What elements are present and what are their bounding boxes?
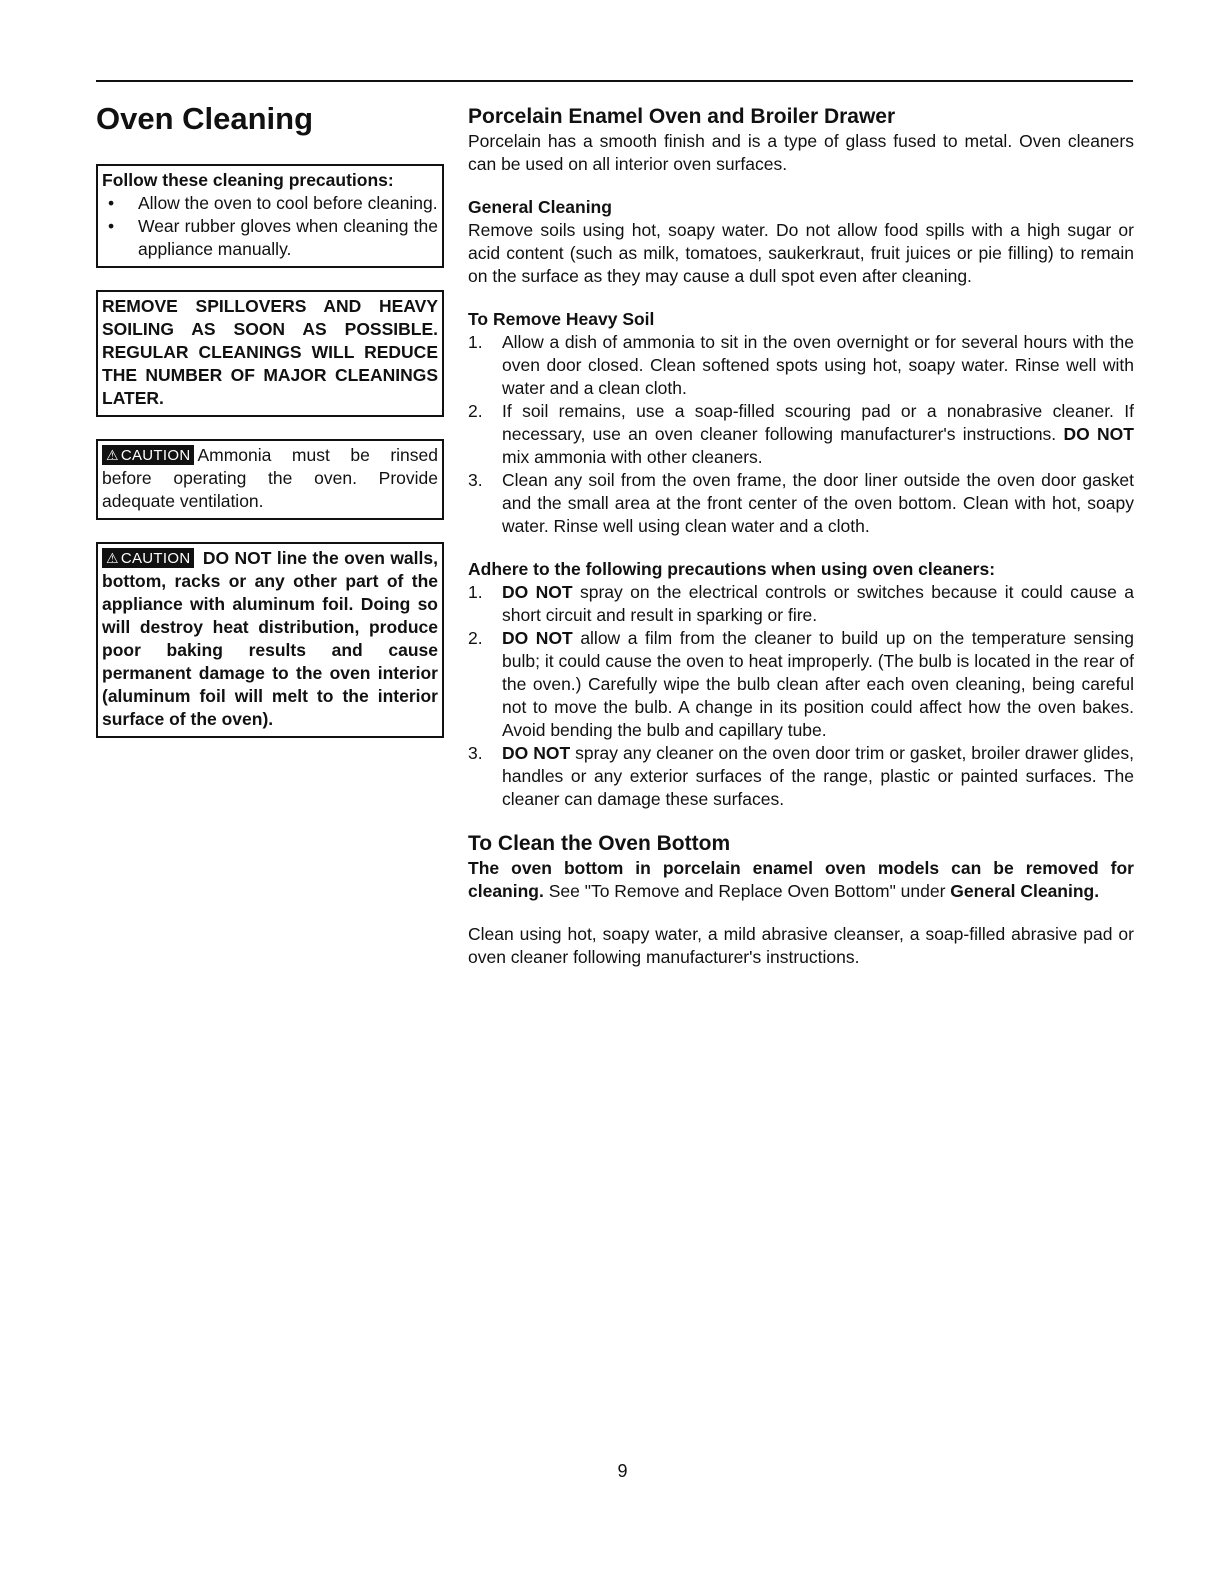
caution-box-foil	[96, 542, 444, 738]
list-item: • Allow the oven to cool before cleaning.	[102, 192, 438, 215]
spillovers-notice: REMOVE SPILLOVERS AND HEAVY SOILING AS SOON AS POSSIBLE. REGULAR CLEANINGS WILL REDUCE THE NUMBER OF MAJOR CLEANINGS LATER.	[102, 296, 438, 408]
list-item: • Wear rubber gloves when cleaning the appliance manually.	[102, 215, 438, 261]
caution-badge	[102, 445, 194, 465]
oven-cleaners-list	[468, 581, 1134, 811]
precautions-heading: Follow these cleaning precautions:	[102, 170, 394, 190]
page-title: Oven Cleaning	[96, 101, 314, 136]
left-column	[96, 100, 444, 760]
warning-triangle-icon: ⚠	[106, 550, 119, 566]
oven-bottom-heading: To Clean the Oven Bottom	[468, 832, 731, 855]
heavy-soil-list	[468, 331, 1134, 538]
caution-label: CAUTION	[120, 447, 191, 464]
caution-badge	[102, 548, 194, 568]
caution-label: CAUTION	[120, 550, 191, 567]
porcelain-heading: Porcelain Enamel Oven and Broiler Drawer	[468, 105, 896, 128]
spillovers-notice-box	[96, 290, 444, 417]
list-item: 3. DO NOT spray any cleaner on the oven door trim or gasket, broiler drawer glides, handles or any exterior surfaces of the range, plastic or painted surfaces. The cleaner can damage these surfaces.	[468, 743, 1134, 809]
caution-box-ammonia	[96, 439, 444, 520]
list-item: 3. Clean any soil from the oven frame, the door liner outside the oven door gasket and the small area at the front center of the oven bottom. Clean with hot, soapy water. Rinse well using clean water and a cloth.	[468, 470, 1134, 536]
general-cleaning-text: Remove soils using hot, soapy water. Do not allow food spills with a high sugar or acid content (such as milk, tomatoes, saukerkraut, fruit juices or pie filling) to remain on the surface as they may cause a dull spot even after cleaning.	[468, 220, 1134, 286]
porcelain-intro: Porcelain has a smooth finish and is a type of glass fused to metal. Oven cleaners can be used on all interior oven surfaces.	[468, 131, 1134, 174]
caution-text-ammonia: Ammonia must be rinsed before operating the oven. Provide adequate ventilation.	[102, 445, 438, 511]
heavy-soil-heading: To Remove Heavy Soil	[468, 309, 655, 329]
oven-bottom-text: Clean using hot, soapy water, a mild abrasive cleanser, a soap-filled abrasive pad or oven cleaner following manufacturer's instructions.	[468, 924, 1134, 967]
oven-bottom-intro: The oven bottom in porcelain enamel oven models can be removed for cleaning. See "To Remove and Replace Oven Bottom" under General Cleaning.	[468, 858, 1134, 901]
list-item: 1. DO NOT spray on the electrical controls or switches because it could cause a short circuit and result in sparking or fire.	[468, 582, 1134, 625]
list-item: 2. If soil remains, use a soap-filled scouring pad or a nonabrasive cleaner. If necessary, use an oven cleaner following manufacturer's instructions. DO NOT mix ammonia with other cleaners.	[468, 401, 1134, 467]
list-item: 1. Allow a dish of ammonia to sit in the oven overnight or for several hours with the oven door closed. Clean softened spots using hot, soapy water. Rinse well with water and a clean cloth.	[468, 332, 1134, 398]
caution-text-foil: DO NOT line the oven walls, bottom, racks or any other part of the appliance with aluminum foil. Doing so will destroy heat distribution, produce poor baking results and cause permanent damage to the oven interior (aluminum foil will melt to the interior surface of the oven).	[102, 548, 438, 729]
right-column	[468, 104, 1134, 969]
oven-cleaners-heading: Adhere to the following precautions when using oven cleaners:	[468, 559, 996, 579]
top-rule	[96, 80, 1133, 82]
warning-triangle-icon: ⚠	[106, 447, 119, 463]
list-item: 2. DO NOT allow a film from the cleaner to build up on the temperature sensing bulb; it could cause the oven to heat improperly. (The bulb is located in the rear of the oven.) Carefully wipe the bulb clean after each oven cleaning, being careful not to move the bulb. A change in its position could affect how the oven bakes. Avoid bending the bulb and capillary tube.	[468, 628, 1134, 740]
precautions-box	[96, 164, 444, 268]
precautions-list	[102, 192, 438, 261]
page-number: 9	[617, 1461, 628, 1481]
general-cleaning-heading: General Cleaning	[468, 197, 612, 217]
